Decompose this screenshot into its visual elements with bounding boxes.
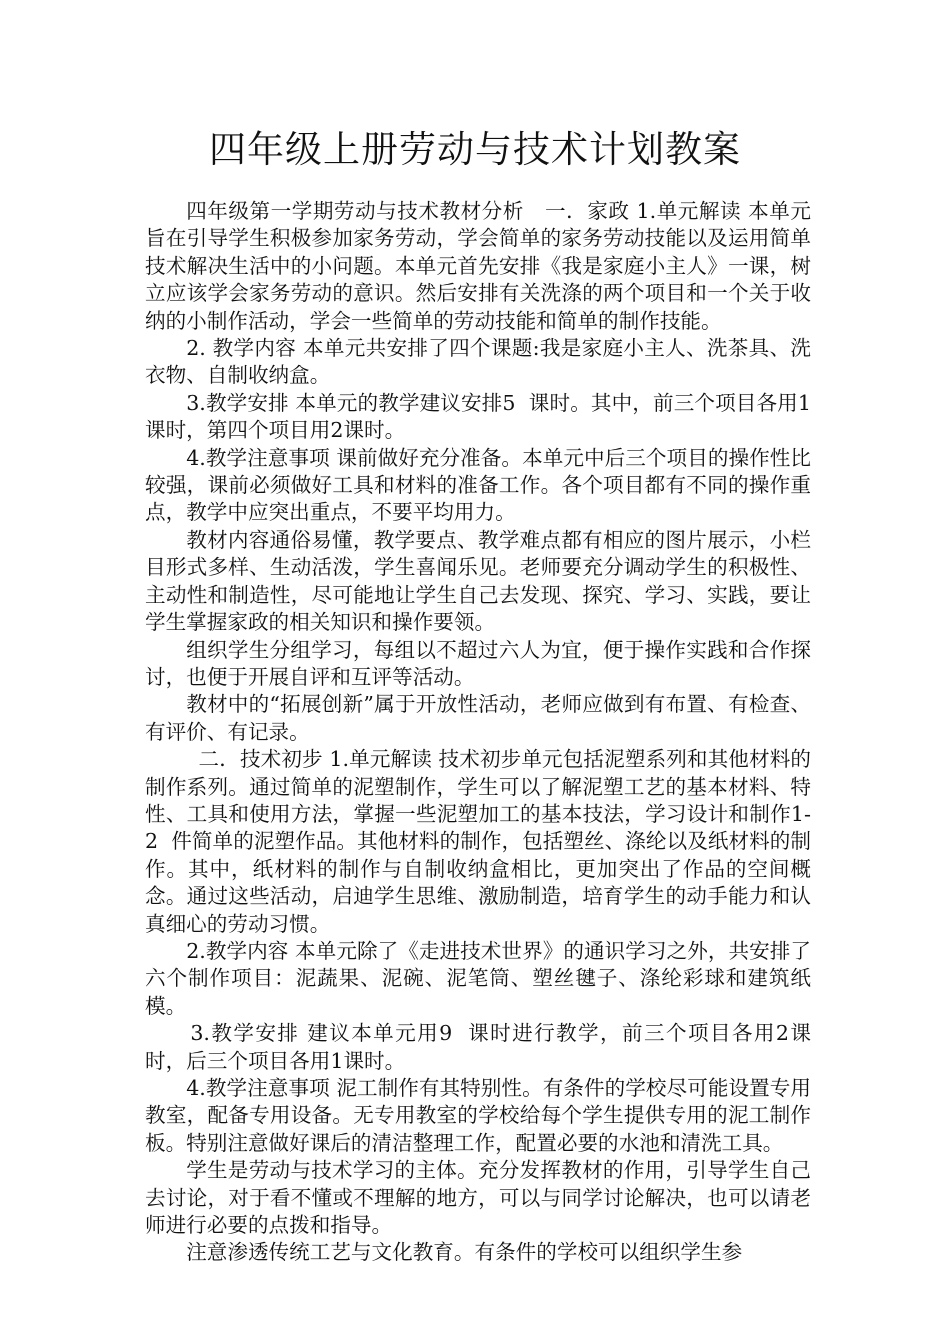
document-title: 四年级上册劳动与技术计划教案 — [209, 128, 741, 171]
paragraph-intro-housework: 四年级第一学期劳动与技术教材分析 一．家政 1.单元解读 本单元旨在引导学生积极参加家务劳动，学会简单的家务劳动技能以及运用简单技术解决生活中的小问题。本单元首先安排《我是家庭小主人》一课，树立应该学会家务劳动的意识。然后安排有关洗涤的两个项目和一个关于收纳的小制作活动，学会一些简单的劳动技能和简单的制作技能。 — [145, 199, 811, 333]
paragraph-traditional-crafts: 注意渗透传统工艺与文化教育。有条件的学校可以组织学生参 — [186, 1240, 743, 1265]
paragraph-teaching-arrangement-2: 3.教学安排 建议本单元用9 课时进行教学，前三个项目各用2课时，后三个项目各用1课时。 — [145, 1021, 811, 1073]
paragraph-teaching-content-1: 2. 教学内容 本单元共安排了四个课题:我是家庭小主人、洗茶具、洗衣物、自制收纳盒。 — [145, 336, 811, 388]
paragraph-materials-content: 教材内容通俗易懂，教学要点、教学难点都有相应的图片展示，小栏目形式多样、生动活泼，学生喜闻乐见。老师要充分调动学生的积极性、主动性和制造性，尽可能地让学生自己去发现、探究、学习、实践，要让学生掌握家政的相关知识和操作要领。 — [145, 527, 811, 635]
paragraph-group-learning: 组织学生分组学习，每组以不超过六人为宜，便于操作实践和合作探讨，也便于开展自评和互评等活动。 — [145, 637, 811, 689]
paragraph-teaching-notes-1: 4.教学注意事项 课前做好充分准备。本单元中后三个项目的操作性比较强，课前必须做好工具和材料的准备工作。各个项目都有不同的操作重点，教学中应突出重点，不要平均用力。 — [145, 445, 811, 525]
paragraph-teaching-notes-2: 4.教学注意事项 泥工制作有其特别性。有条件的学校尽可能设置专用教室，配备专用设备。无专用教室的学校给每个学生提供专用的泥工制作板。特别注意做好课后的清洁整理工作，配置必要的水池和清洗工具。 — [145, 1076, 811, 1155]
paragraph-intro-technology: 二．技术初步 1.单元解读 技术初步单元包括泥塑系列和其他材料的制作系列。通过简单的泥塑制作，学生可以了解泥塑工艺的基本材料、特性、工具和使用方法，掌握一些泥塑加工的基本技法，学习设计和制作1-2 件简单的泥塑作品。其他材料的制作，包括塑丝、涤纶以及纸材料的制作。其中，纸材料的制作与自制收纳盒相比，更加突出了作品的空间概念。通过这些活动，启迪学生思维、激励制造，培育学生的动手能力和认真细心的劳动习惯。 — [145, 747, 811, 936]
paragraph-teaching-arrangement-1: 3.教学安排 本单元的教学建议安排5 课时。其中，前三个项目各用1课时，第四个项目用2课时。 — [145, 390, 811, 443]
paragraph-teaching-content-2: 2.教学内容 本单元除了《走进技术世界》的通识学习之外，共安排了六个制作项目：泥蔬果、泥碗、泥笔筒、塑丝毽子、涤纶彩球和建筑纸模。 — [145, 938, 811, 1018]
document-body — [145, 198, 811, 1267]
paragraph-extension-innovation: 教材中的“拓展创新”属于开放性活动，老师应做到有布置、有检查、有评价、有记录。 — [145, 692, 811, 744]
paragraph-student-subject: 学生是劳动与技术学习的主体。充分发挥教材的作用，引导学生自己去讨论，对于看不懂或不理解的地方，可以与同学讨论解决，也可以请老师进行必要的点拨和指导。 — [145, 1158, 811, 1238]
